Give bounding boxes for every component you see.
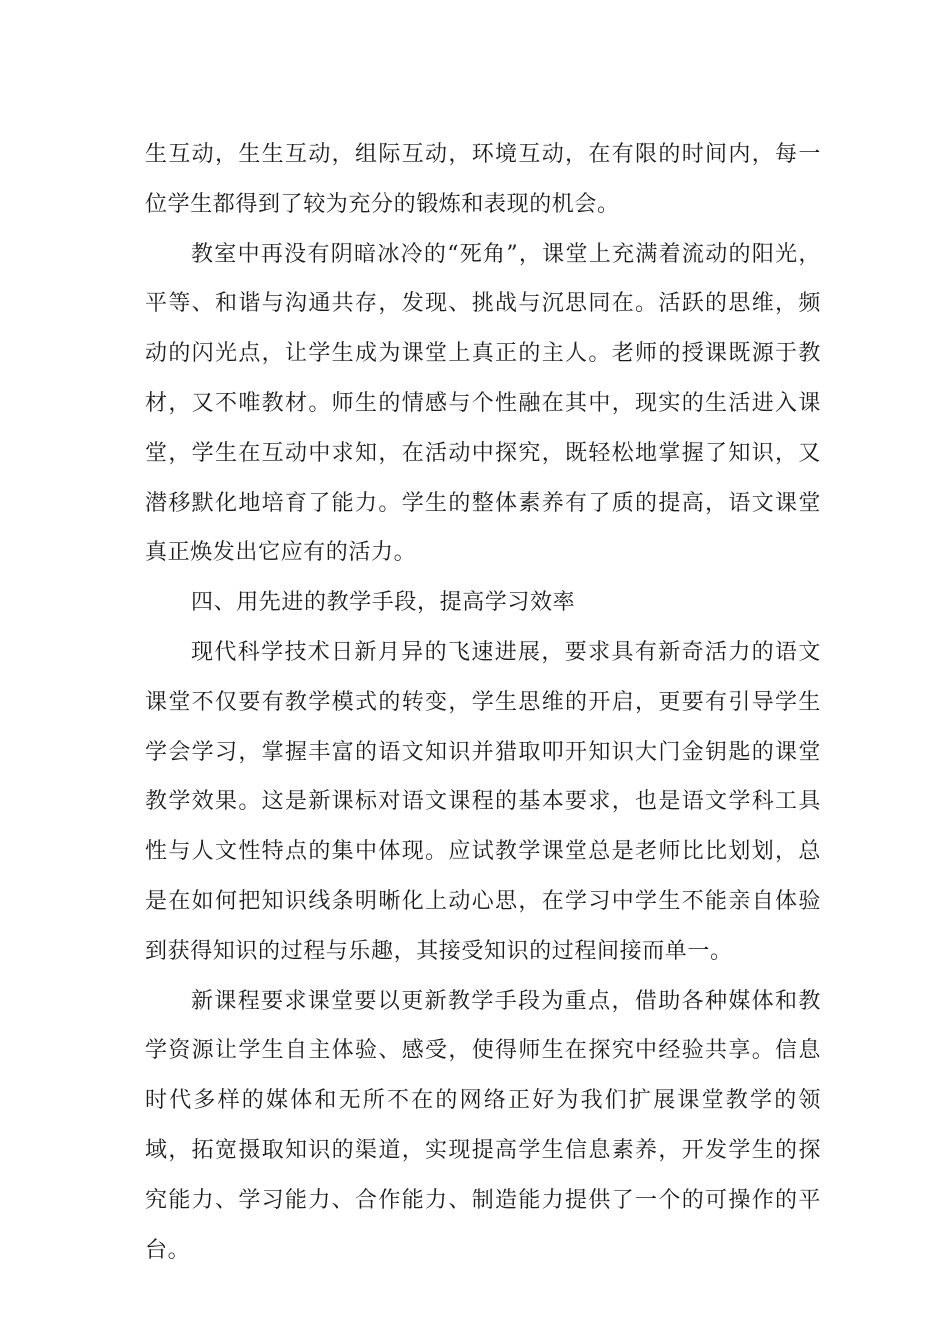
paragraph-classroom: 教室中再没有阴暗冰冷的“死角”，课堂上充满着流动的阳光，平等、和谐与沟通共存，发现、挑战与沉思同在。活跃的思维，频动的闪光点，让学生成为课堂上真正的主人。老师的授课既源于教材，又不唯教材。师生的情感与个性融在其中，现实的生活进入课堂，学生在互动中求知，在活动中探究，既轻松地掌握了知识，又潜移默化地培育了能力。学生的整体素养有了质的提高，语文课堂真正焕发出它应有的活力。 <box>145 241 821 566</box>
paragraph-technology: 现代科学技术日新月异的飞速进展，要求具有新奇活力的语文课堂不仅要有教学模式的转变，学生思维的开启，更要有引导学生学会学习，掌握丰富的语文知识并猎取叩开知识大门金钥匙的课堂教学效果。这是新课标对语文课程的基本要求，也是语文学科工具性与人文性特点的集中体现。应试教学课堂总是老师比比划划，总是在如何把知识线条明晰化上动心思，在学习中学生不能亲自体验到获得知识的过程与乐趣，其接受知识的过程间接而单一。 <box>145 639 821 964</box>
document-body <box>145 130 821 1275</box>
section-heading-4: 四、用先进的教学手段，提高学习效率 <box>191 590 576 616</box>
paragraph-continued: 生互动，生生互动，组际互动，环境互动，在有限的时间内，每一位学生都得到了较为充分的锻炼和表现的机会。 <box>145 142 821 217</box>
paragraph-new-curriculum: 新课程要求课堂要以更新教学手段为重点，借助各种媒体和教学资源让学生自主体验、感受，使得师生在探究中经验共享。信息时代多样的媒体和无所不在的网络正好为我们扩展课堂教学的领域，拓宽摄取知识的渠道，实现提高学生信息素养，开发学生的探究能力、学习能力、合作能力、制造能力提供了一个的可操作的平台。 <box>145 988 821 1263</box>
